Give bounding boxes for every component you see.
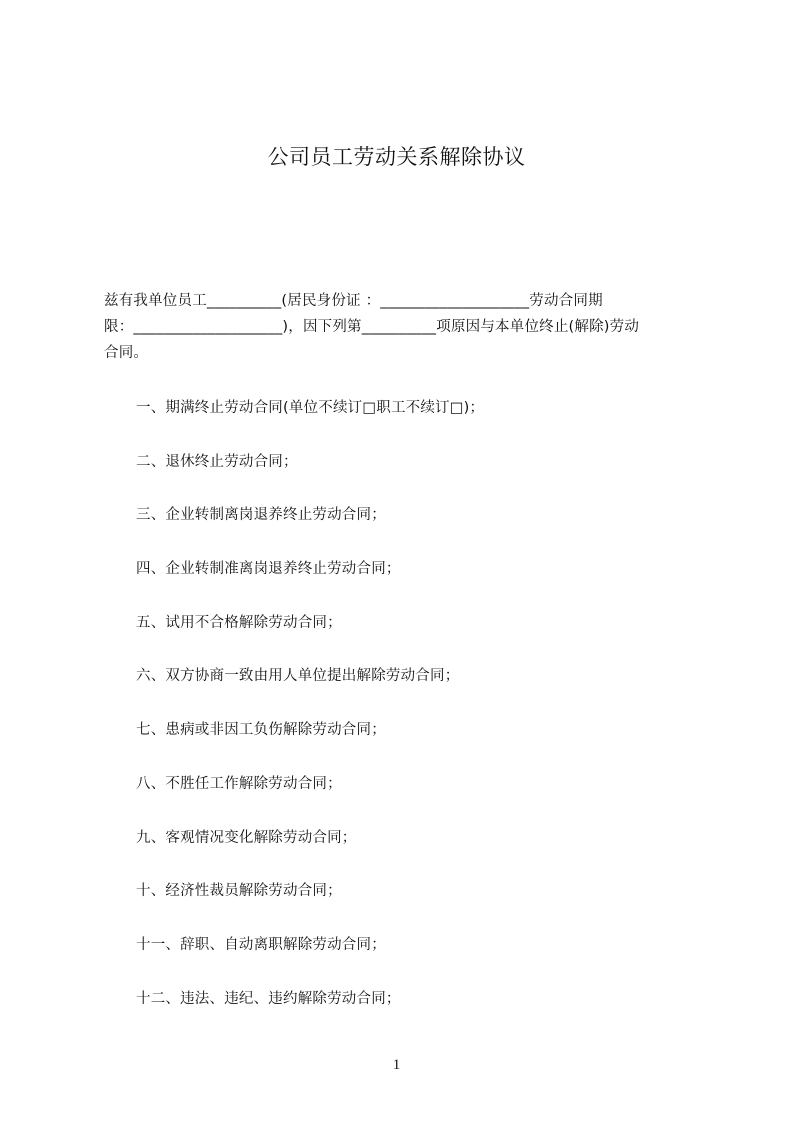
reason-item: 十、经济性裁员解除劳动合同；: [136, 883, 342, 900]
reason-item: 二、退休终止劳动合同；: [136, 453, 298, 470]
reason-item: 七、患病或非因工负伤解除劳动合同；: [136, 722, 386, 739]
reason-item: 三、企业转制离岗退养终止劳动合同；: [136, 507, 386, 524]
reason-item: 十一、辞职、自动离职解除劳动合同；: [136, 936, 386, 953]
intro-line: 限：____________________)，因下列第__________项原因与本单位终止(解除)劳动: [104, 319, 640, 335]
intro-paragraph: [104, 288, 699, 366]
reason-item: 九、客观情况变化解除劳动合同；: [136, 829, 357, 846]
document-title: 公司员工劳动关系解除协议: [267, 145, 526, 169]
reason-item: 一、期满终止劳动合同(单位不续订□职工不续订□)；: [136, 400, 485, 416]
page-number: 1: [392, 1057, 401, 1073]
intro-line: 合同。: [104, 345, 149, 361]
reason-item: 十二、违法、违纪、违约解除劳动合同；: [136, 990, 401, 1007]
intro-line: 兹有我单位员工__________(居民身份证 ：____________________劳动合同期: [104, 293, 603, 309]
reason-item: 四、企业转制准离岗退养终止劳动合同；: [136, 561, 401, 578]
reason-item: 五、试用不合格解除劳动合同；: [136, 614, 342, 631]
reason-item: 八、不胜任工作解除劳动合同；: [136, 775, 342, 792]
reason-item: 六、双方协商一致由用人单位提出解除劳动合同；: [136, 668, 460, 685]
termination-reasons-list: [136, 394, 696, 1038]
